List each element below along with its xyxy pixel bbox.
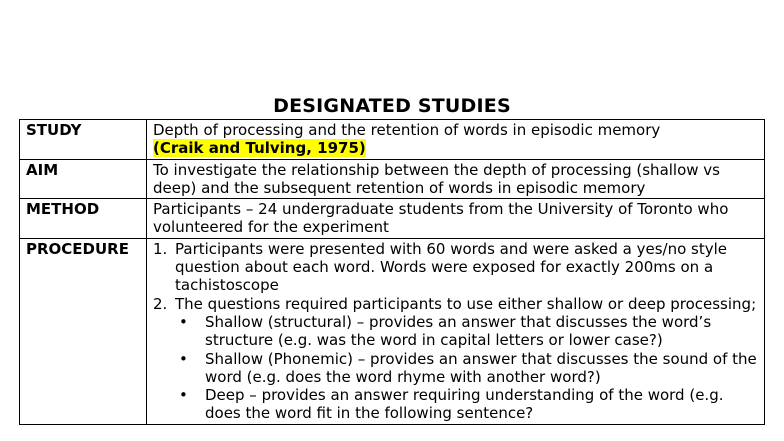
table-row-method <box>20 199 765 239</box>
table-row-study <box>20 120 765 160</box>
method-label: METHOD <box>26 200 100 219</box>
aim-text: To investigate the relationship between the depth of processing (shallow vs deep) and the subsequent retention of words in episodic memory <box>153 160 720 197</box>
procedure-label: PROCEDURE <box>26 239 129 258</box>
row-content-aim <box>147 159 765 199</box>
processing-types-list <box>153 313 760 423</box>
step-text: Participants were presented with 60 words and were asked a yes/no style question about each word. Words were exposed for exactly 200ms on a tachistoscope <box>175 239 727 295</box>
processing-type-item <box>153 386 760 423</box>
study-citation: (Craik and Tulving, 1975) <box>153 139 366 158</box>
row-label-aim <box>20 159 147 199</box>
processing-type-text: Shallow (Phonemic) – provides an answer that discusses the sound of the word (e.g. does the word rhyme with another word?) <box>205 349 757 386</box>
processing-type-text: Shallow (structural) – provides an answer that discusses the word’s structure (e.g. was the word in capital letters or lower case?) <box>205 312 712 350</box>
processing-type-item <box>153 350 760 387</box>
study-label: STUDY <box>26 121 82 139</box>
step-number: 1. <box>153 239 168 258</box>
table-row-procedure <box>20 238 765 424</box>
row-content-procedure <box>147 238 765 424</box>
row-label-method <box>20 199 147 239</box>
row-label-procedure <box>20 238 147 424</box>
page-title: DESIGNATED STUDIES <box>273 95 511 117</box>
designated-studies-table <box>19 119 765 425</box>
step-number: 2. <box>153 294 168 313</box>
procedure-steps <box>153 240 760 313</box>
processing-type-item <box>153 313 760 350</box>
method-text: Participants – 24 undergraduate students from the University of Toronto who volunteered for the experiment <box>153 200 729 237</box>
table-row-aim <box>20 159 765 199</box>
bullet-icon: • <box>179 349 188 368</box>
procedure-step <box>153 295 760 313</box>
aim-label: AIM <box>26 160 59 179</box>
processing-type-text: Deep – provides an answer requiring understanding of the word (e.g. does the word fit in the following sentence? <box>205 386 724 423</box>
study-text: Depth of processing and the retention of words in episodic memory <box>153 121 661 139</box>
step-text: The questions required participants to use either shallow or deep processing; <box>175 294 757 313</box>
row-content-study <box>147 120 765 160</box>
procedure-step <box>153 240 760 295</box>
bullet-icon: • <box>179 312 188 331</box>
row-content-method <box>147 199 765 239</box>
row-label-study <box>20 120 147 160</box>
bullet-icon: • <box>179 386 188 405</box>
